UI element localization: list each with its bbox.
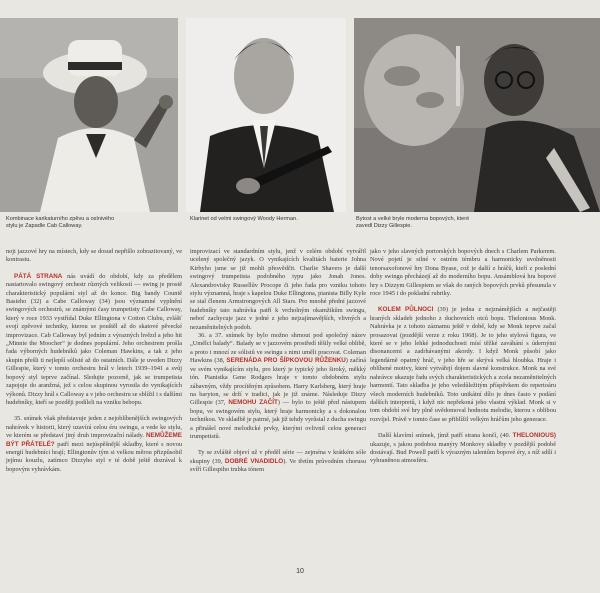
paragraph: improvizací ve standardním stylu, jenž v celém období vytvářil ucelený společný jazyk. O vynikajících kvalitách baterie Johna Kirbyho jsme se již mohli přesvědčit. Charlie Shavers je další swingový trumpetista podobného typu jako Jonah Jones. Alexandrovisky Russellův Procope či jeho řada pro vzniku tohoto stylu významná, hraje s kapelou Duke Ellingtona, pianista Billy Kyle se stal členem Armstrongových All Stars. Pro mnohé přední jazzové hudebníky tato nahrávka patří k vrcholným okamžikům swingu, neboť zachycuje jazz v jedné z jeho nejzajímavějších, vlivných a nezaměnitelných podob. bbox=[190, 248, 366, 331]
paragraph: noji jazzové hry na místech, kdy se dosud nepřišlo zobrazitovaný, ve kontrastu. bbox=[6, 248, 182, 264]
text-column-1 bbox=[6, 248, 182, 474]
paragraph-text: 36. a 37. snímek by bylo možno shrnout pod společný název „Umělci balady“. Balady se v jazzovém prostředí těšily velké oblibě, a proto i mnozí ze sólistů ve swingu s nimi uměli pracovat. Coleman Hawkins (38, bbox=[190, 332, 366, 365]
paragraph: jako v jeho slavných portorských bopových dnech s Charlem Parkerem. Nové pojetí je silné v ostrém témbru a harmonicky uvolněnosti tenorsaxofonové hry Dona Byase, což je další z hráčů, kteří z poslední doby swingu přecházejí až do moderního bopu. Ansámblová hra bopové hry s Dizzym Gillespiem se však do raných bopových prvků přesunula v roce 1945 i do pokladní rubriky. bbox=[370, 248, 556, 298]
paragraph bbox=[370, 432, 556, 466]
paragraph bbox=[190, 449, 366, 474]
paragraph-text: ukazuje, s jakou podobou manýry Monkovy skladby v pozdější podobě dostávají. Bud Powell patří k výrazným talentům bopové éry, s níž sdílí i vyhraněnou atmosféru. bbox=[370, 440, 556, 465]
paragraph bbox=[6, 273, 182, 408]
page-number: 10 bbox=[296, 568, 304, 575]
paragraph-text: ) — bylo to ještě před nástupem bopu, ve swingovém stylu, který hraje harmonicky a s dokonalou technikou. Ve skladbě je patrné, jak již tehdy vyrůstal z ducha swingu a přinášel nové melodické prvky, kterými ovlivnil celou generaci trumpetistů. bbox=[190, 399, 367, 440]
song-title: SERENÁDA PRO ŠÍPKOVOU RŮŽENKU bbox=[226, 357, 346, 365]
photo-cab-calloway-image bbox=[0, 18, 178, 212]
paragraph-text: Ty se zvláště objeví už v předěl série — zejména v krátkém sóle skupiny (39, bbox=[190, 449, 366, 465]
paragraph-text: ) začíná ve svém vynikajícím stylu, pro který je typický jeho široký, měkký tón. Pianistka Gene Rodgers hraje v tomto obdobném stylu zábavným, vždy procítěným způsobem. Harry Karlsberg, který hraje na baryton, se drží v tradici, jak je již známe. Následuje Dizzy Gillespie (37, bbox=[190, 357, 366, 407]
song-title: THELONIOUS) bbox=[512, 432, 556, 440]
song-title: KOLEM PŮLNOCI bbox=[378, 306, 434, 314]
paragraph-text: patří mezi nejúspěšnější skladby, které s novou energií hudebníci hrají; Ellingtonův tým si velkou měrou přizpůsobil jejímu kouzlu, zatímco Dizzyho styl v té době ještě dozrával k bopovým vyhrávkám. bbox=[6, 440, 182, 473]
paragraph bbox=[190, 332, 366, 441]
photo-woody-herman-image bbox=[186, 18, 346, 212]
text-column-3 bbox=[370, 248, 556, 466]
paragraph-text: ). Ve třetím průvodním chorusu svíří Gillespiho trubka tónem bbox=[190, 457, 366, 474]
photo-dizzy-gillespie bbox=[354, 18, 600, 212]
paragraph-text: nás uvádí do období, kdy za předělem nastartovalo swingový orchestr různých velikostí — swing je prostě charakteristický populární styl až do konce. Big bandy Countě Basieho (32) a Cabe Calloway (34) jsou významné vyplnění swingových orchestrů, se známými časy trumpetisty Cabe Calloway, který v roce 1933 vystřídal Duke Ellingtona v Cotton Clubu, zvlášť svojí zpěvové techniky, kterou se pouštěl až do skatové pěvecké improvizace. Cab Calloway byl jedním z výrazných hvězd a jeho hit „Minnie the Moocher“ je dodnes populární. Jeho orchestrem prošla řada výborných hudebníků jako Coleman Hawkins, a tak z jeho skupin přešli ti nejlepší sólisté až do ostatních. Dále je uveden Dizzy Gillespie, který v tomto orchestru hrál v letech 1939–1941 a svůj bopový styl teprve začínal. Sledujte pozorně, jak se trumpetista zapojuje do aranžmá, jež s celou skupinou vyrostla do vynikajících výkonů. Dizzy hrál s Calloway a v jeho orchestru se sblížil i s dalšími hudebníky, kteří se později podíleli na vzniku bebopu. bbox=[6, 272, 182, 406]
paragraph-text: 35. snímek však představuje jeden z nejoblíbenějších swingových nahrávek v historii, který uzavírá celou éru swingu, a vede ke stylu, ve kterém se představí jiný druh improvizační nálady. bbox=[6, 415, 182, 440]
photo-woody-herman bbox=[186, 18, 346, 212]
caption-photo-1: Kombinace karikaturního zpěvu a oslnivého stylu je Zapadle Cab Calloway. bbox=[6, 216, 115, 229]
song-title: NEMŮŽEME BÝT PŘÁTELÉ? bbox=[6, 432, 182, 448]
caption-photo-3: Bytost a velké bryle moderna bopových, které zavedl Dizzy Gillespie. bbox=[356, 216, 470, 229]
song-title: NEMOHU ZAČÍT bbox=[228, 399, 278, 407]
paragraph bbox=[370, 306, 556, 424]
photo-dizzy-gillespie-image bbox=[354, 18, 600, 212]
caption-photo-2: Klarinet od velmi swingový Woody Herman. bbox=[190, 216, 298, 222]
paragraph-text: Další klavírní snímek, jímž patří strana končí, (40. bbox=[378, 432, 511, 440]
text-column-2 bbox=[190, 248, 366, 475]
section-heading: PÁTÁ STRANA bbox=[14, 272, 63, 280]
paragraph-text: (39) je jedna z nejznámějších a nejčastěji hraných skladeb jednoho z duchovních otců bopu. Thelonious Monk. Nahrávka je z tohoto záznamu ještě v době, kdy se Monk teprve začal prosazovat (pozdější verze z roku 1968). Je to jeho stylová figura, ve které se v jeho lehké jednoduchosti mísí těžké zaváhání s údernými disonancemi a zadrhávanými akordy. I když Monk působí jako legendárně opatrný hráč, v jeho hře se skrývá velká hloubka. Hraje i oblíbené motivy, které vytvářejí dojem slavné konstrukce. Monk na své nahrávce ukazuje řadu svých charakteristických a zcela nezaměnitelných harmonií. Tato skladba je jeho veledůležitým příspěvkem do repertoáru všech moderních hudebníků. Toto unikátní dílo je dnes často v podání dalších interpretů, i když nic nepřekoná jeho vlastní výklad. Monk si v tom období své hry plně uvědomoval hodnotu melodie, kterou s oblibou rozvíjel. Právě v tomto čase se přiblížil velkým hráčům jeho generace. bbox=[370, 306, 557, 423]
song-title: DOBRÉ VNADIDLO bbox=[224, 457, 284, 465]
paragraph bbox=[6, 415, 182, 474]
photo-cab-calloway bbox=[0, 18, 178, 212]
